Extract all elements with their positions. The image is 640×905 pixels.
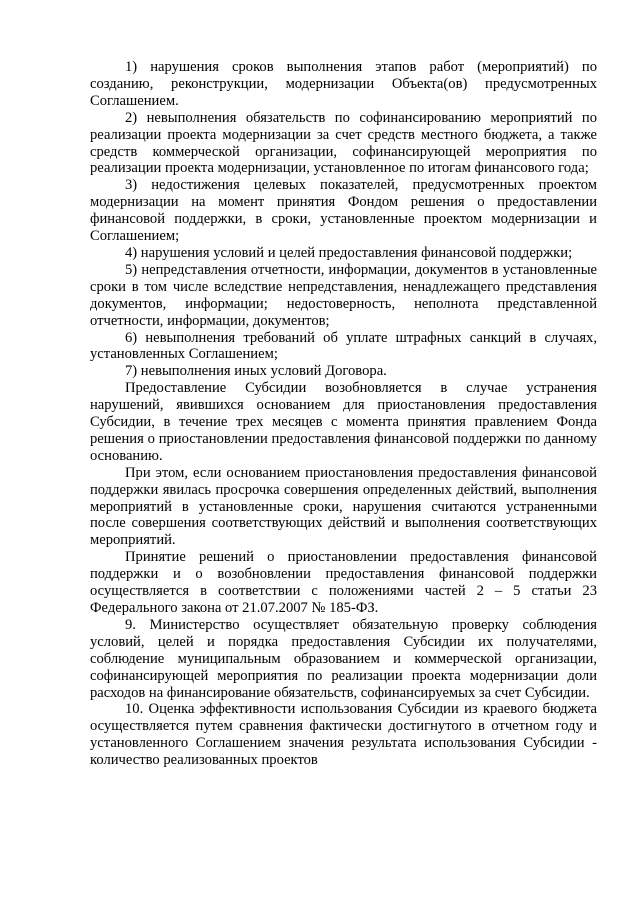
paragraph-section-10-efficiency-assessment: 10. Оценка эффективности использования Субсидии из краевого бюджета осуществляется путем сравнения фактически достигнутого в отчетном году и установленного Соглашением значения результата использования Субсидии - количество реализованных проектов: [90, 701, 597, 769]
paragraph-item-6-penalty-nonpayment: 6) невыполнения требований об уплате штрафных санкций в случаях, установленных Соглашением;: [90, 329, 597, 363]
paragraph-subsidy-resumption: Предоставление Субсидии возобновляется в случае устранения нарушений, явившихся основанием для приостановления предоставления Субсидии, в течение трех месяцев с момента принятия правлением Фонда решения о приостановлении предоставления финансовой поддержки по данному основанию.: [90, 380, 597, 464]
paragraph-item-4-conditions-violation: 4) нарушения условий и целей предоставления финансовой поддержки;: [125, 244, 573, 261]
paragraph-item-1-schedule-violation: 1) нарушения сроков выполнения этапов работ (мероприятий) по созданию, реконструкции, модернизации Объекта(ов) предусмотренных Соглашением.: [90, 59, 597, 109]
paragraph-item-2-cofinancing-failure: 2) невыполнения обязательств по софинансированию мероприятий по реализации проекта модернизации за счет средств местного бюджета, а также средств коммерческой организации, софинансирующей мероприятия по реализации проекта модернизации, установленное по итогам финансового года;: [90, 109, 597, 177]
document-body: [90, 59, 597, 769]
paragraph-decision-legal-basis: Принятие решений о приостановлении предоставления финансовой поддержки и о возобновлении предоставления финансовой поддержки осуществляется в соответствии с положениями частей 2 – 5 статьи 23 Федерального закона от 21.07.2007 № 185-ФЗ.: [90, 549, 597, 616]
paragraph-section-9-ministry-audit: 9. Министерство осуществляет обязательную проверку соблюдения условий, целей и порядка предоставления Субсидии их получателями, соблюдение муниципальным образованием и коммерческой организации, софинансирующей мероприятия по реализации проекта модернизации доли расходов на финансирование обязательств, софинансируемых за счет Субсидии.: [90, 616, 597, 701]
paragraph-item-7-other-conditions: 7) невыполнения иных условий Договора.: [125, 363, 387, 380]
paragraph-item-3-targets-not-met: 3) недостижения целевых показателей, предусмотренных проектом модернизации на момент принятия Фондом решения о предоставлении финансовой поддержки, в сроки, установленные проектом модернизации и Соглашением;: [90, 177, 597, 245]
paragraph-item-5-reporting-failure: 5) непредставления отчетности, информации, документов в установленные сроки в том числе вследствие непредставления, ненадлежащего представления документов, информации; недостоверность, неполнота представленной отчетности, информации, документов;: [90, 261, 597, 329]
paragraph-delay-remedy: При этом, если основанием приостановления предоставления финансовой поддержки явилась просрочка совершения определенных действий, выполнения мероприятий в установленные сроки, нарушения считаются устраненными после совершения соответствующих действий и выполнения соответствующих мероприятий.: [90, 464, 597, 549]
